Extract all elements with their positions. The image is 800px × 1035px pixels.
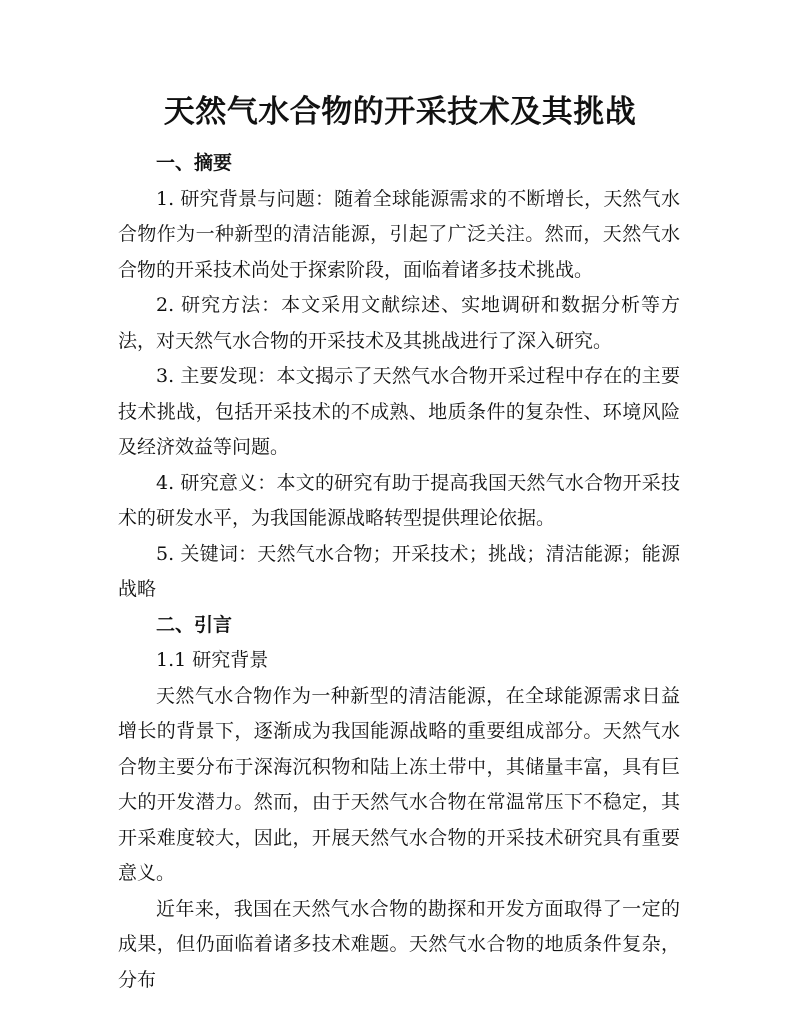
abstract-item-5: 5. 关键词：天然气水合物；开采技术；挑战；清洁能源；能源战略 <box>118 542 680 600</box>
intro-paragraph-2: 近年来，我国在天然气水合物的勘探和开发方面取得了一定的成果，但仍面临着诸多技术难题。天然气水合物的地质条件复杂，分布 <box>118 897 680 991</box>
document-title: 天然气水合物的开采技术及其挑战 <box>163 94 637 130</box>
abstract-item-2: 2. 研究方法：本文采用文献综述、实地调研和数据分析等方法，对天然气水合物的开采技术及其挑战进行了深入研究。 <box>118 294 680 352</box>
intro-paragraph-1: 天然气水合物作为一种新型的清洁能源，在全球能源需求日益增长的背景下，逐渐成为我国能源战略的重要组成部分。天然气水合物主要分布于深海沉积物和陆上冻土带中，其储量丰富，具有巨大的开发潜力。然而，由于天然气水合物在常温常压下不稳定，其开采难度较大，因此，开展天然气水合物的开采技术研究具有重要意义。 <box>118 684 680 884</box>
abstract-item-1: 1. 研究背景与问题：随着全球能源需求的不断增长，天然气水合物作为一种新型的清洁能源，引起了广泛关注。然而，天然气水合物的开采技术尚处于探索阶段，面临着诸多技术挑战。 <box>118 187 680 281</box>
section-heading-intro: 二、引言 <box>156 613 233 636</box>
subsection-heading-background: 1.1 研究背景 <box>156 649 269 671</box>
section-heading-abstract: 一、摘要 <box>156 152 233 174</box>
document-body <box>118 146 680 998</box>
abstract-item-3: 3. 主要发现：本文揭示了天然气水合物开采过程中存在的主要技术挑战，包括开采技术的不成熟、地质条件的复杂性、环境风险及经济效益等问题。 <box>118 365 680 458</box>
abstract-item-4: 4. 研究意义：本文的研究有助于提高我国天然气水合物开采技术的研发水平，为我国能源战略转型提供理论依据。 <box>118 471 680 529</box>
